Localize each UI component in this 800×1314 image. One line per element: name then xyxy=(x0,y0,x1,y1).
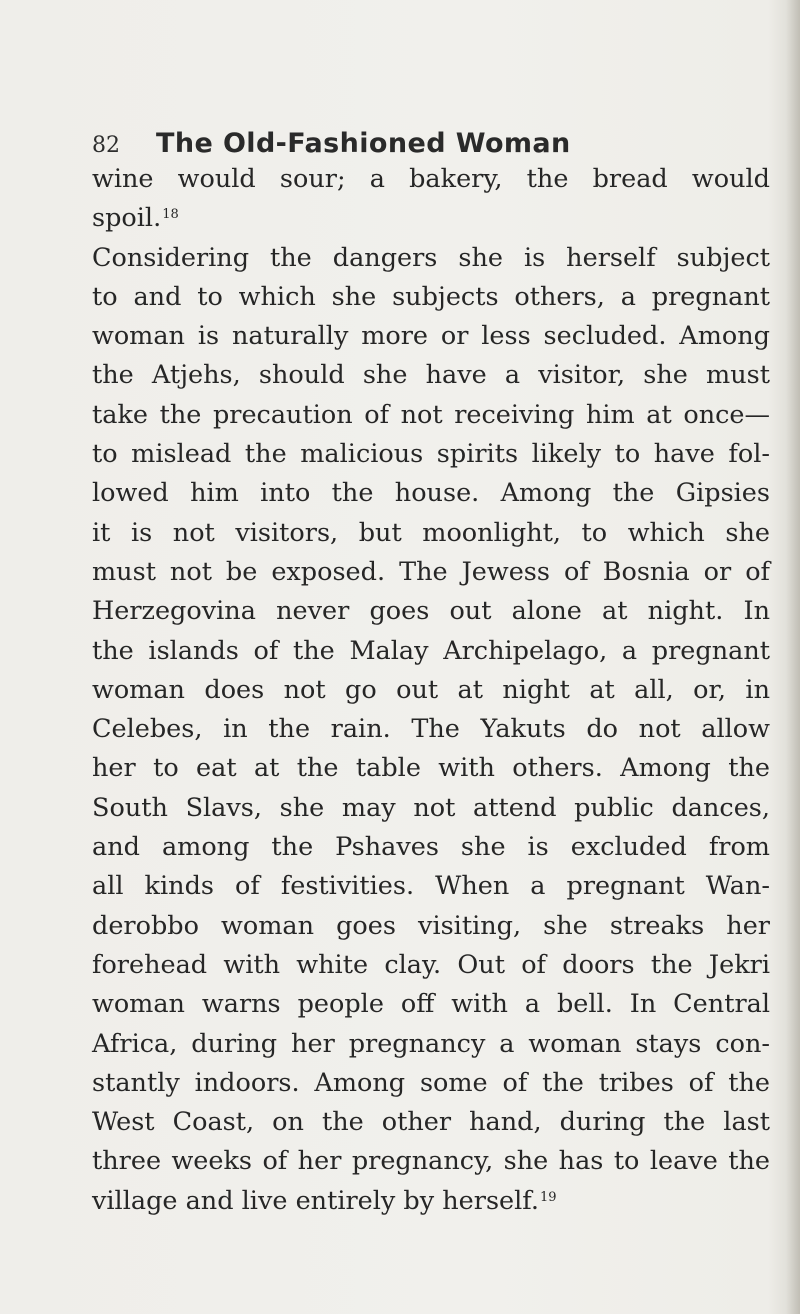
text-line: woman does not go out at night at all, or, in xyxy=(92,674,770,705)
text-line: Herzegovina never goes out alone at night. In xyxy=(92,596,770,627)
running-title: The Old-Fashioned Woman xyxy=(156,128,571,159)
text-line: Considering the dangers she is herself subject xyxy=(92,242,770,273)
text-line: Celebes, in the rain. The Yakuts do not allow xyxy=(92,714,770,745)
text-line: wine would sour; a bakery, the bread would xyxy=(92,164,770,194)
page-edge-shadow xyxy=(786,0,800,1314)
text-line-content: spoil. xyxy=(92,203,162,234)
text-line: forehead with white clay. Out of doors the Jekri xyxy=(92,949,770,980)
text-line: three weeks of her pregnancy, she has to leave the xyxy=(92,1146,770,1177)
text-line: the islands of the Malay Archipelago, a pregnant xyxy=(92,635,770,666)
text-line: derobbo woman goes visiting, she streaks her xyxy=(92,910,770,941)
page-number: 82 xyxy=(92,133,120,158)
footnote-ref: 18 xyxy=(162,207,179,223)
text-line-content: village and live entirely by herself. xyxy=(92,1185,539,1216)
footnote-ref: 19 xyxy=(539,1189,557,1205)
text-line xyxy=(92,1182,770,1221)
text-line: to and to which she subjects others, a pregnant xyxy=(92,281,770,312)
text-line: Africa, during her pregnancy a woman stays con- xyxy=(92,1028,770,1059)
text-line: her to eat at the table with others. Among the xyxy=(92,753,770,784)
text-line: lowed him into the house. Among the Gipsies xyxy=(92,478,770,509)
text-line: South Slavs, she may not attend public dances, xyxy=(92,792,770,823)
text-line: woman warns people off with a bell. In Central xyxy=(92,989,770,1020)
text-line xyxy=(92,199,770,238)
text-line: take the precaution of not receiving him at once— xyxy=(92,399,770,430)
text-line: woman is naturally more or less secluded. Among xyxy=(92,321,770,352)
text-line: and among the Pshaves she is excluded from xyxy=(92,832,770,863)
text-line: stantly indoors. Among some of the tribes of the xyxy=(92,1067,770,1098)
text-line: to mislead the malicious spirits likely to have fol- xyxy=(92,439,770,470)
text-line: West Coast, on the other hand, during the last xyxy=(92,1107,770,1138)
body-text xyxy=(92,160,770,1221)
text-line: all kinds of festivities. When a pregnant Wan- xyxy=(92,871,770,902)
text-line: it is not visitors, but moonlight, to which she xyxy=(92,517,770,548)
text-line: must not be exposed. The Jewess of Bosnia or of xyxy=(92,556,770,587)
text-line: the Atjehs, should she have a visitor, she must xyxy=(92,360,770,391)
